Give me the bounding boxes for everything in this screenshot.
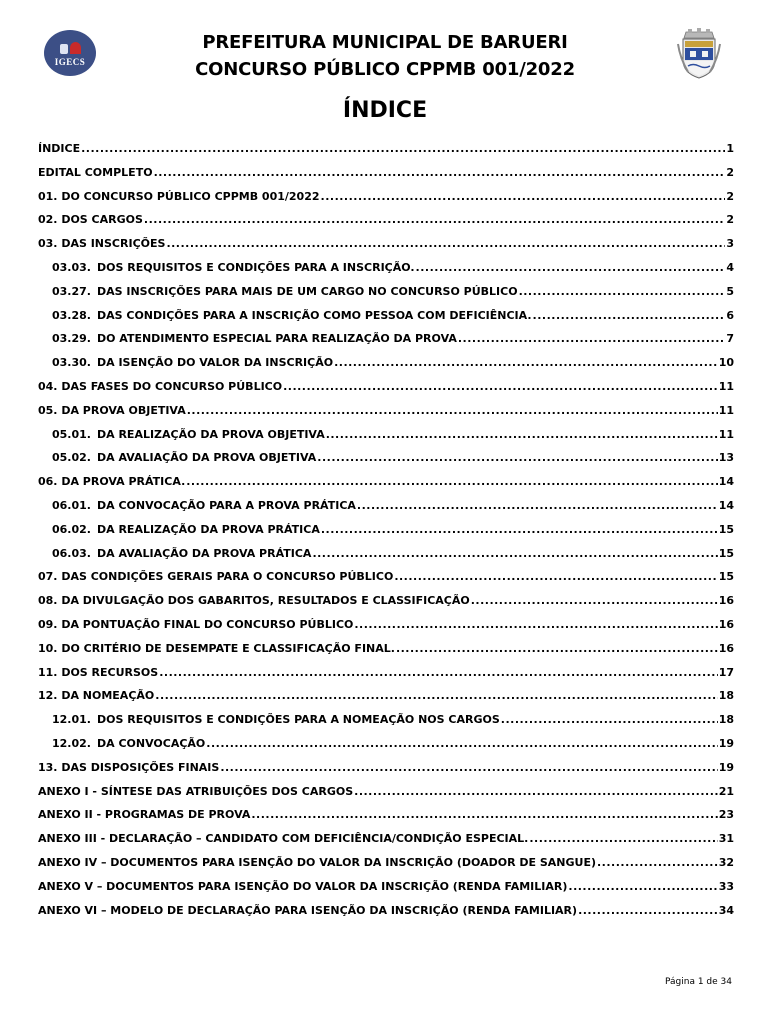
toc-entry-label: ÍNDICE (38, 142, 81, 155)
toc-entry-label: 12. DA NOMEAÇÃO (38, 689, 155, 703)
toc-entry-page: 18 (718, 689, 734, 703)
toc-entry-label: DA ISENÇÃO DO VALOR DA INSCRIÇÃO (96, 356, 334, 370)
toc-entry-page: 31 (718, 832, 734, 846)
toc-dot-leader (155, 689, 717, 702)
toc-entry-label: 05. DA PROVA OBJETIVA (38, 403, 186, 417)
toc-entry-number: 06.03. (52, 546, 91, 560)
toc-entry[interactable] (38, 547, 734, 571)
toc-entry-page: 2 (726, 189, 734, 203)
toc-dot-leader (334, 356, 718, 369)
toc-dot-leader (519, 285, 726, 298)
toc-entry[interactable] (38, 404, 734, 428)
toc-dot-leader (533, 309, 726, 322)
toc-entry-page: 7 (726, 332, 734, 346)
toc-dot-leader (220, 761, 717, 774)
toc-dot-leader (81, 142, 725, 155)
toc-entry-label: 10. DO CRITÉRIO DE DESEMPATE E CLASSIFICAÇÃO FINAL. (38, 641, 395, 655)
toc-entry[interactable] (38, 904, 734, 928)
toc-entry-number: 05.01. (52, 427, 91, 441)
toc-entry-page: 13 (718, 451, 734, 465)
toc-dot-leader (154, 166, 726, 179)
document-header (0, 29, 770, 83)
toc-entry-page: 14 (718, 498, 734, 512)
toc-entry[interactable] (38, 261, 734, 285)
toc-dot-leader (317, 451, 717, 464)
toc-entry[interactable] (38, 190, 734, 214)
toc-entry-page: 2 (726, 165, 734, 179)
toc-dot-leader (578, 904, 718, 917)
toc-entry-label: 13. DAS DISPOSIÇÕES FINAIS (38, 760, 220, 774)
toc-entry[interactable] (38, 499, 734, 523)
toc-entry-page: 16 (718, 617, 734, 631)
toc-dot-leader (206, 737, 717, 750)
toc-entry-label: DAS CONDIÇÕES PARA A INSCRIÇÃO COMO PESSOA COM DEFICIÊNCIA. (96, 308, 532, 322)
toc-entry-page: 5 (726, 284, 734, 298)
toc-entry-label: 03. DAS INSCRIÇÕES (38, 237, 166, 251)
toc-dot-leader (166, 237, 725, 250)
toc-entry-number: 03.29. (52, 332, 91, 346)
toc-entry-page: 1 (726, 142, 734, 155)
toc-entry[interactable] (38, 808, 734, 832)
toc-entry-page: 32 (718, 855, 734, 869)
toc-entry[interactable] (38, 332, 734, 356)
toc-entry[interactable] (38, 142, 734, 166)
toc-entry-label: DO ATENDIMENTO ESPECIAL PARA REALIZAÇÃO DA PROVA (96, 332, 457, 346)
toc-dot-leader (394, 570, 717, 583)
toc-entry-page: 18 (718, 713, 734, 727)
toc-entry-page: 4 (726, 260, 734, 274)
toc-entry-page: 11 (718, 379, 734, 393)
toc-entry[interactable] (38, 166, 734, 190)
toc-entry-label: 07. DAS CONDIÇÕES GERAIS PARA O CONCURSO PÚBLICO (38, 570, 394, 584)
toc-dot-leader (159, 666, 717, 679)
toc-entry-label: ANEXO I - SÍNTESE DAS ATRIBUIÇÕES DOS CARGOS (38, 784, 354, 798)
toc-entry-number: 12.02. (52, 736, 91, 750)
toc-dot-leader (458, 332, 725, 345)
toc-entry-label: DAS INSCRIÇÕES PARA MAIS DE UM CARGO NO CONCURSO PÚBLICO (96, 284, 518, 298)
toc-entry-label: 08. DA DIVULGAÇÃO DOS GABARITOS, RESULTADOS E CLASSIFICAÇÃO (38, 594, 470, 608)
toc-entry-label: DA REALIZAÇÃO DA PROVA OBJETIVA (96, 427, 325, 441)
header-line-1: PREFEITURA MUNICIPAL DE BARUERI (202, 32, 568, 53)
toc-entry[interactable] (38, 356, 734, 380)
toc-entry-label: 02. DOS CARGOS (38, 213, 143, 227)
page-number-footer: Página 1 de 34 (665, 977, 732, 987)
toc-entry-page: 19 (718, 760, 734, 774)
toc-dot-leader (283, 380, 718, 393)
toc-entry-label: DA AVALIAÇÃO DA PROVA PRÁTICA (96, 546, 312, 560)
toc-entry-page: 16 (718, 594, 734, 608)
toc-entry[interactable] (38, 642, 734, 666)
toc-dot-leader (354, 618, 717, 631)
toc-entry[interactable] (38, 761, 734, 785)
toc-entry-label: 09. DA PONTUAÇÃO FINAL DO CONCURSO PÚBLICO (38, 617, 354, 631)
toc-dot-leader (396, 642, 718, 655)
toc-dot-leader (144, 213, 725, 226)
toc-dot-leader (251, 808, 717, 821)
toc-entry-page: 23 (718, 808, 734, 822)
toc-entry-page: 10 (718, 356, 734, 370)
toc-entry-number: 03.28. (52, 308, 91, 322)
toc-dot-leader (471, 594, 718, 607)
toc-dot-leader (186, 475, 717, 488)
toc-entry-label: EDITAL COMPLETO (38, 165, 153, 179)
toc-entry[interactable] (38, 380, 734, 404)
barueri-coat-of-arms-icon (676, 28, 722, 80)
toc-entry-page: 14 (718, 475, 734, 489)
toc-entry-number: 06.02. (52, 522, 91, 536)
toc-entry-page: 15 (718, 522, 734, 536)
index-title: ÍNDICE (342, 98, 428, 123)
header-line-2: CONCURSO PÚBLICO CPPMB 001/2022 (195, 59, 575, 80)
toc-entry[interactable] (38, 428, 734, 452)
toc-entry-label: 11. DOS RECURSOS (38, 665, 159, 679)
toc-entry-page: 34 (718, 903, 734, 917)
toc-dot-leader (354, 785, 718, 798)
toc-entry-page: 16 (718, 641, 734, 655)
toc-dot-leader (597, 856, 718, 869)
toc-entry-page: 3 (726, 237, 734, 251)
toc-dot-leader (357, 499, 718, 512)
toc-entry[interactable] (38, 832, 734, 856)
toc-dot-leader (568, 880, 717, 893)
toc-entry-page: 6 (726, 308, 734, 322)
toc-entry-label: 04. DAS FASES DO CONCURSO PÚBLICO (38, 379, 283, 393)
toc-entry-page: 15 (718, 570, 734, 584)
igecs-logo-text: IGECS (54, 56, 86, 67)
toc-entry-number: 05.02. (52, 451, 91, 465)
toc-entry[interactable] (38, 618, 734, 642)
toc-entry-page: 21 (718, 784, 734, 798)
toc-entry[interactable] (38, 309, 734, 333)
toc-entry[interactable] (38, 213, 734, 237)
toc-entry-number: 12.01. (52, 713, 91, 727)
table-of-contents (38, 142, 734, 927)
toc-entry-label: ANEXO VI – MODELO DE DECLARAÇÃO PARA ISENÇÃO DA INSCRIÇÃO (RENDA FAMILIAR) (38, 903, 578, 917)
toc-entry-page: 2 (726, 213, 734, 227)
toc-entry-number: 06.01. (52, 498, 91, 512)
toc-entry[interactable] (38, 285, 734, 309)
toc-dot-leader (326, 428, 718, 441)
toc-entry[interactable] (38, 785, 734, 809)
toc-entry-label: 01. DO CONCURSO PÚBLICO CPPMB 001/2022 (38, 189, 320, 203)
toc-entry[interactable] (38, 880, 734, 904)
toc-entry-page: 19 (718, 736, 734, 750)
toc-dot-leader (321, 190, 726, 203)
toc-entry-number: 03.03. (52, 260, 91, 274)
toc-dot-leader (501, 713, 718, 726)
toc-entry[interactable] (38, 666, 734, 690)
toc-entry[interactable] (38, 237, 734, 261)
toc-entry-page: 11 (718, 427, 734, 441)
toc-dot-leader (187, 404, 718, 417)
toc-entry-page: 11 (718, 403, 734, 417)
toc-entry-page: 33 (718, 879, 734, 893)
toc-entry-page: 15 (718, 546, 734, 560)
toc-entry[interactable] (38, 523, 734, 547)
toc-entry-page: 17 (718, 665, 734, 679)
toc-entry-label: ANEXO III - DECLARAÇÃO – CANDIDATO COM DEFICIÊNCIA/CONDIÇÃO ESPECIAL. (38, 832, 529, 846)
toc-entry[interactable] (38, 689, 734, 713)
toc-entry-label: 06. DA PROVA PRÁTICA. (38, 475, 186, 489)
toc-entry-label: ANEXO IV – DOCUMENTOS PARA ISENÇÃO DO VALOR DA INSCRIÇÃO (DOADOR DE SANGUE) (38, 855, 596, 869)
toc-entry[interactable] (38, 570, 734, 594)
toc-dot-leader (529, 832, 717, 845)
toc-entry[interactable] (38, 451, 734, 475)
toc-entry-label: ANEXO II - PROGRAMAS DE PROVA (38, 808, 251, 822)
toc-entry[interactable] (38, 475, 734, 499)
toc-entry-label: ANEXO V – DOCUMENTOS PARA ISENÇÃO DO VALOR DA INSCRIÇÃO (RENDA FAMILIAR) (38, 879, 568, 893)
toc-entry[interactable] (38, 713, 734, 737)
toc-entry-label: DA CONVOCAÇÃO (96, 736, 206, 750)
toc-entry[interactable] (38, 856, 734, 880)
toc-dot-leader (416, 261, 726, 274)
toc-dot-leader (312, 547, 717, 560)
toc-entry-label: DA CONVOCAÇÃO PARA A PROVA PRÁTICA (96, 498, 356, 512)
toc-entry-number: 03.27. (52, 284, 91, 298)
toc-entry-label: DA REALIZAÇÃO DA PROVA PRÁTICA (96, 522, 320, 536)
toc-entry[interactable] (38, 737, 734, 761)
toc-entry-label: DOS REQUISITOS E CONDIÇÕES PARA A NOMEAÇÃO NOS CARGOS (96, 713, 500, 727)
toc-entry[interactable] (38, 594, 734, 618)
toc-entry-label: DA AVALIAÇÃO DA PROVA OBJETIVA (96, 451, 317, 465)
toc-dot-leader (321, 523, 718, 536)
toc-entry-label: DOS REQUISITOS E CONDIÇÕES PARA A INSCRIÇÃO. (96, 260, 415, 274)
toc-entry-number: 03.30. (52, 356, 91, 370)
